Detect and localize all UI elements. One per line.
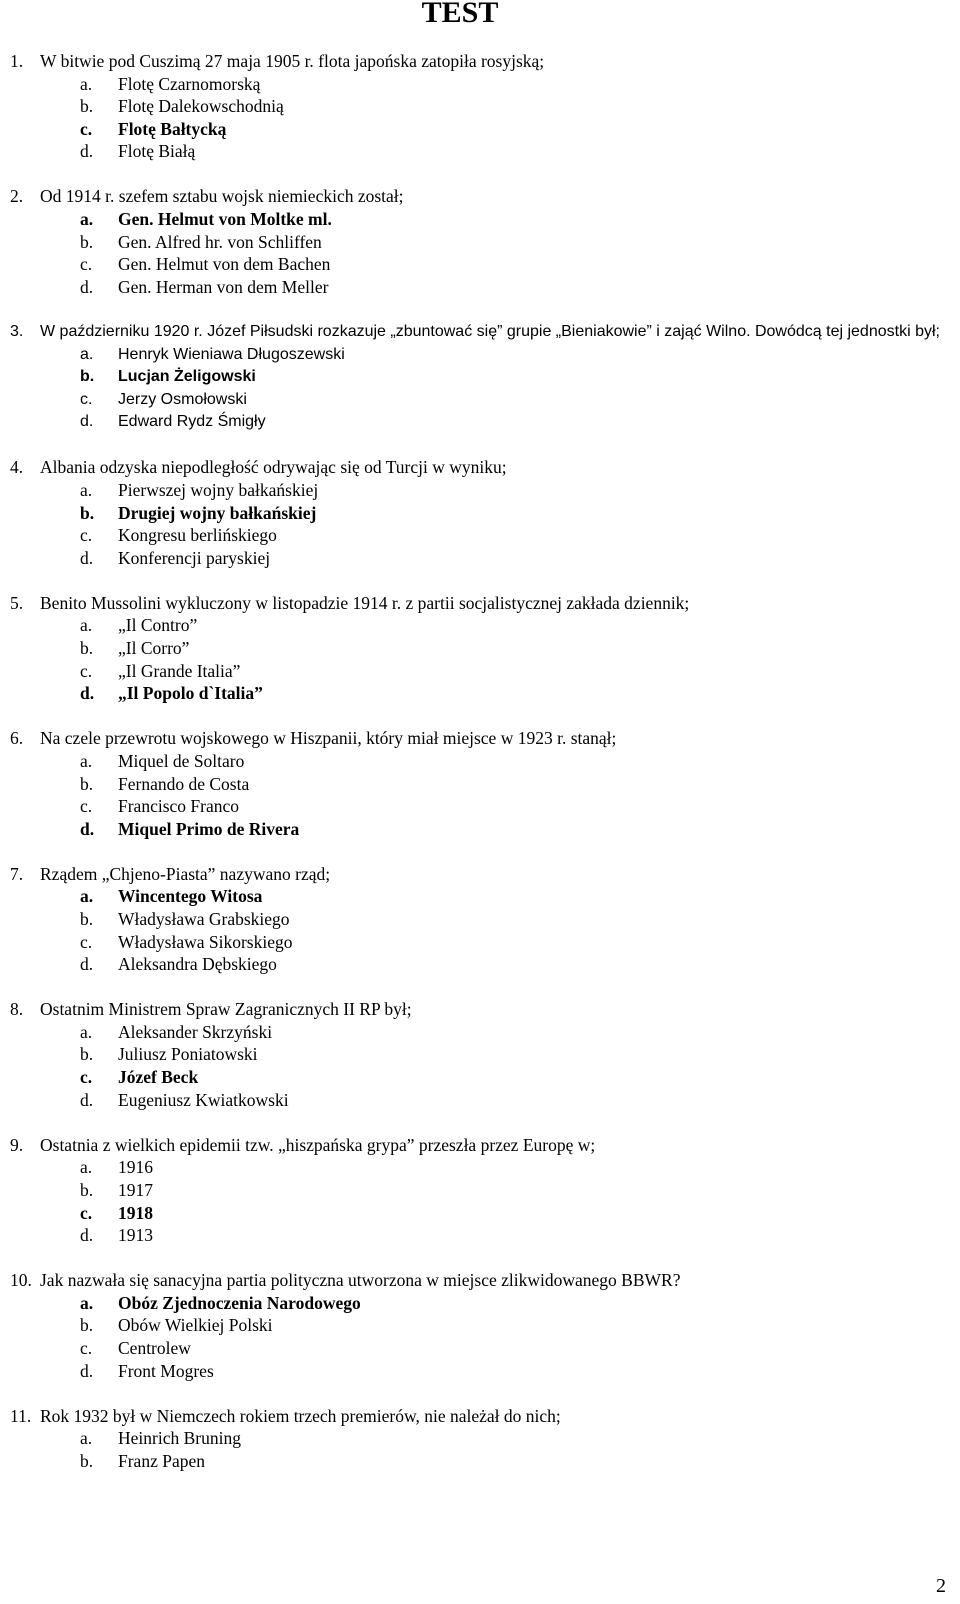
option-letter: b.: [80, 231, 94, 252]
answer-option-correct: [0, 885, 960, 908]
question-text: W październiku 1920 r. Józef Piłsudski rozkazuje „zbuntować się” grupie „Bieniakowie” i zająć Wilno. Dowódcą tej jednostki był;: [40, 322, 940, 340]
option-letter: c.: [80, 796, 93, 817]
option-letter: a.: [80, 73, 93, 94]
option-text: „Il Corro”: [118, 638, 190, 659]
option-text: Front Mogres: [118, 1360, 214, 1381]
answer-option: [0, 1427, 960, 1450]
option-letter: d.: [80, 954, 94, 975]
option-letter: b.: [80, 1450, 94, 1471]
option-letter: d.: [80, 413, 94, 431]
answer-option: [0, 547, 960, 570]
question-text: Rządem „Chjeno-Piasta” nazywano rząd;: [40, 863, 331, 884]
question-line: [0, 1405, 960, 1428]
answer-option: [0, 660, 960, 683]
question-number: 3.: [10, 322, 24, 340]
question-line: [0, 727, 960, 750]
question-text: Jak nazwała się sanacyjna partia polityczna utworzona w miejsce zlikwidowanego BBWR?: [40, 1270, 681, 1291]
option-text: „Il Contro”: [118, 615, 198, 636]
answer-option: [0, 1224, 960, 1247]
option-text: 1918: [118, 1202, 153, 1223]
question: [0, 50, 960, 163]
question: [0, 456, 960, 569]
option-text: Jerzy Osmołowski: [118, 390, 247, 408]
option-text: 1917: [118, 1179, 153, 1200]
question-number: 2.: [10, 186, 24, 207]
question-list: [0, 50, 960, 1495]
option-letter: c.: [80, 525, 93, 546]
option-text: Józef Beck: [118, 1067, 199, 1088]
option-letter: d.: [80, 1089, 94, 1110]
question-number: 4.: [10, 457, 24, 478]
answer-option: [0, 1450, 960, 1473]
answer-option: [0, 1156, 960, 1179]
question: [0, 1269, 960, 1382]
answer-option: [0, 95, 960, 118]
question-text: Od 1914 r. szefem sztabu wojsk niemieckich został;: [40, 186, 404, 207]
option-text: Edward Rydz Śmigły: [118, 413, 266, 431]
question-number: 9.: [10, 1134, 24, 1155]
answer-option: [0, 1179, 960, 1202]
option-text: Henryk Wieniawa Długoszewski: [118, 345, 345, 363]
answer-option: [0, 253, 960, 276]
option-letter: d.: [80, 141, 94, 162]
answer-option: [0, 411, 960, 434]
option-text: Heinrich Bruning: [118, 1428, 241, 1449]
answer-option-correct: [0, 118, 960, 141]
question-line: [0, 456, 960, 479]
option-letter: b.: [80, 96, 94, 117]
answer-option-correct: [0, 682, 960, 705]
option-letter: b.: [80, 368, 95, 386]
question: [0, 1134, 960, 1247]
option-text: Juliusz Poniatowski: [118, 1044, 258, 1065]
option-text: Miquel Primo de Rivera: [118, 818, 300, 839]
question-text: Albania odzyska niepodległość odrywając się od Turcji w wyniku;: [40, 457, 507, 478]
option-letter: c.: [80, 931, 93, 952]
page-title: TEST: [421, 0, 499, 29]
question: [0, 863, 960, 976]
option-letter: a.: [80, 615, 93, 636]
question-number: 11.: [10, 1405, 32, 1426]
answer-option: [0, 773, 960, 796]
question-number: 8.: [10, 999, 24, 1020]
answer-option-correct: [0, 502, 960, 525]
option-letter: a.: [80, 750, 93, 771]
answer-option: [0, 1021, 960, 1044]
answer-option: [0, 908, 960, 931]
answer-option: [0, 231, 960, 254]
option-letter: d.: [80, 818, 95, 839]
option-text: Lucjan Żeligowski: [118, 368, 256, 386]
question-number: 5.: [10, 592, 24, 613]
question-number: 6.: [10, 728, 24, 749]
question-line: [0, 1269, 960, 1292]
option-letter: a.: [80, 886, 94, 907]
question: [0, 185, 960, 298]
question-text: Ostatnia z wielkich epidemii tzw. „hiszpańska grypa” przeszła przez Europę w;: [40, 1134, 596, 1155]
option-letter: b.: [80, 1044, 94, 1065]
question-number: 7.: [10, 863, 24, 884]
option-letter: d.: [80, 1360, 94, 1381]
option-text: Gen. Helmut von dem Bachen: [118, 254, 331, 275]
option-letter: d.: [80, 683, 95, 704]
question-number: 10.: [10, 1270, 32, 1291]
option-letter: c.: [80, 254, 93, 275]
question-text: Rok 1932 był w Niemczech rokiem trzech premierów, nie należał do nich;: [40, 1405, 561, 1426]
option-text: Francisco Franco: [118, 796, 240, 817]
question-line: [0, 321, 960, 344]
option-letter: c.: [80, 1067, 93, 1088]
question: [0, 321, 960, 434]
option-text: Aleksandra Dębskiego: [118, 954, 277, 975]
question-text: Ostatnim Ministrem Spraw Zagranicznych II RP był;: [40, 999, 412, 1020]
option-text: Obów Wielkiej Polski: [118, 1315, 273, 1336]
option-text: Kongresu berlińskiego: [118, 525, 277, 546]
answer-option: [0, 637, 960, 660]
answer-option: [0, 276, 960, 299]
option-text: Miquel de Soltaro: [118, 750, 245, 771]
option-text: Flotę Dalekowschodnią: [118, 96, 284, 117]
option-text: 1913: [118, 1225, 153, 1246]
answer-option: [0, 931, 960, 954]
option-letter: a.: [80, 1021, 93, 1042]
option-text: „Il Popolo d`Italia”: [118, 683, 263, 704]
question: [0, 592, 960, 705]
option-text: 1916: [118, 1157, 153, 1178]
option-text: Władysława Grabskiego: [118, 909, 290, 929]
answer-option: [0, 953, 960, 976]
answer-option: [0, 344, 960, 367]
option-letter: c.: [80, 118, 93, 139]
answer-option: [0, 389, 960, 412]
option-letter: a.: [80, 1428, 93, 1449]
answer-option: [0, 614, 960, 637]
answer-option: [0, 1360, 960, 1383]
option-letter: b.: [80, 773, 94, 794]
answer-option-correct: [0, 818, 960, 841]
option-text: Pierwszej wojny bałkańskiej: [118, 480, 319, 500]
option-letter: b.: [80, 638, 94, 659]
answer-option-correct: [0, 208, 960, 231]
option-letter: b.: [80, 909, 94, 929]
option-text: Drugiej wojny bałkańskiej: [118, 502, 317, 523]
question-line: [0, 50, 960, 73]
option-letter: b.: [80, 1315, 94, 1336]
option-letter: c.: [80, 1338, 93, 1358]
option-text: Flotę Czarnomorską: [118, 73, 261, 94]
option-letter: c.: [80, 390, 93, 408]
question-text: W bitwie pod Cuszimą 27 maja 1905 r. flota japońska zatopiła rosyjską;: [40, 51, 545, 71]
question: [0, 998, 960, 1111]
answer-option: [0, 1337, 960, 1360]
question-line: [0, 863, 960, 886]
page-number: 2: [936, 1575, 946, 1597]
option-text: „Il Grande Italia”: [118, 660, 241, 681]
answer-option-correct: [0, 366, 960, 389]
answer-option: [0, 1043, 960, 1066]
answer-option: [0, 750, 960, 773]
option-text: Wincentego Witosa: [118, 886, 263, 907]
option-text: Gen. Helmut von Moltke ml.: [118, 209, 332, 230]
option-letter: d.: [80, 547, 94, 568]
option-text: Konferencji paryskiej: [118, 547, 271, 568]
answer-option: [0, 1089, 960, 1112]
option-letter: d.: [80, 276, 94, 297]
option-letter: a.: [80, 345, 94, 363]
option-letter: a.: [80, 209, 94, 230]
option-text: Flotę Białą: [118, 141, 196, 162]
option-letter: a.: [80, 1292, 94, 1313]
option-text: Aleksander Skrzyński: [118, 1021, 273, 1042]
option-letter: d.: [80, 1225, 94, 1246]
question-text: Na czele przewrotu wojskowego w Hiszpanii, który miał miejsce w 1923 r. stanął;: [40, 728, 617, 749]
question-number: 1.: [10, 51, 24, 71]
question-line: [0, 1134, 960, 1157]
option-text: Obóz Zjednoczenia Narodowego: [118, 1292, 361, 1313]
option-letter: c.: [80, 1202, 93, 1223]
answer-option: [0, 795, 960, 818]
option-letter: b.: [80, 1179, 94, 1200]
option-text: Flotę Bałtycką: [118, 118, 227, 139]
question: [0, 1405, 960, 1473]
option-text: Franz Papen: [118, 1450, 205, 1471]
option-letter: a.: [80, 480, 93, 500]
option-text: Eugeniusz Kwiatkowski: [118, 1089, 289, 1110]
option-text: Gen. Alfred hr. von Schliffen: [118, 231, 322, 252]
question-line: [0, 592, 960, 615]
answer-option: [0, 73, 960, 96]
option-letter: b.: [80, 502, 95, 523]
option-text: Gen. Herman von dem Meller: [118, 276, 329, 297]
answer-option-correct: [0, 1066, 960, 1089]
question: [0, 727, 960, 840]
answer-option: [0, 479, 960, 502]
question-text: Benito Mussolini wykluczony w listopadzie 1914 r. z partii socjalistycznej zakłada dziennik;: [40, 592, 690, 613]
option-letter: c.: [80, 660, 93, 681]
option-text: Fernando de Costa: [118, 773, 250, 794]
answer-option: [0, 524, 960, 547]
option-letter: a.: [80, 1157, 93, 1178]
answer-option-correct: [0, 1202, 960, 1225]
answer-option: [0, 140, 960, 163]
answer-option-correct: [0, 1292, 960, 1315]
question-line: [0, 998, 960, 1021]
option-text: Centrolew: [118, 1338, 191, 1358]
answer-option: [0, 1314, 960, 1337]
question-line: [0, 185, 960, 208]
option-text: Władysława Sikorskiego: [118, 931, 293, 952]
